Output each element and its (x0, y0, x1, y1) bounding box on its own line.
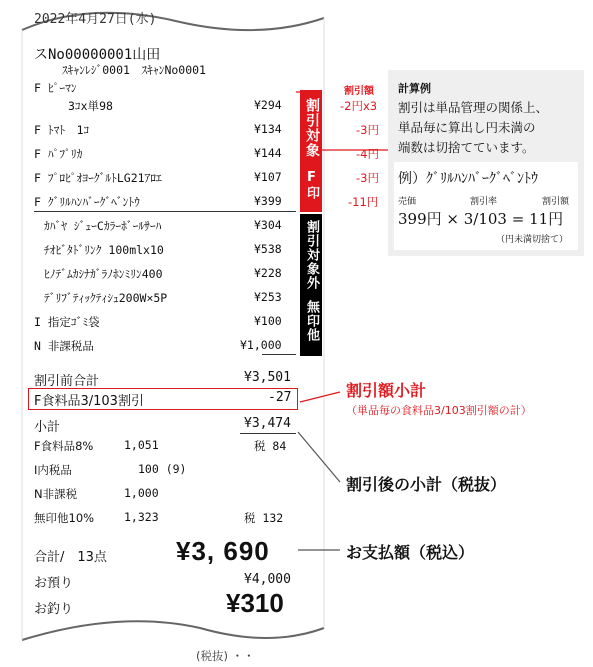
tax-row-amount: 100 (9) (138, 462, 187, 476)
discount-amount: -2円x3 (340, 99, 378, 113)
tax-row-label: N非課税 (34, 487, 78, 501)
discount-value: -27 (268, 390, 292, 405)
item-price: ¥134 (254, 122, 282, 136)
non-discount-label: 割引対象外 (304, 220, 319, 290)
discount-target-label: 割引対象 (304, 98, 320, 158)
change-label: お釣り (34, 602, 74, 617)
item-price: ¥107 (254, 170, 282, 184)
calc-text: 割引は単品管理の関係上、 (398, 100, 549, 115)
item-name: F ﾋﾟｰﾏﾝ (34, 81, 77, 95)
calc-example-label: 例）ｸﾞﾘﾙﾊﾝﾊﾞｰｸﾞﾍﾞﾝﾄｳ (398, 171, 538, 187)
total-value: ¥3, 690 (176, 536, 270, 566)
item-name: F ﾌﾟﾛﾋﾟｵﾖｰｸﾞﾙﾄLG21ｱﾛｴ (34, 171, 162, 185)
total-label: 合計/ 13点 (34, 550, 107, 565)
item-name: F ﾊﾟﾌﾟﾘｶ (34, 147, 83, 161)
divider (240, 433, 296, 434)
divider (262, 354, 296, 355)
change-value: ¥310 (226, 588, 284, 618)
discount-target-sub: F印 (304, 170, 319, 200)
discount-column-header: 割引額 (344, 86, 374, 97)
register-info: ｽｷｬﾝﾚｼﾞ0001 ｽｷｬﾝNo0001 (62, 63, 206, 77)
item-name: ﾃﾞﾘﾌﾞﾃｨｯｸﾃｨｼｭ200W×5P (44, 291, 168, 305)
item-name: N 非課税品 (34, 339, 94, 353)
item-price: ¥253 (254, 290, 282, 304)
item-name: 3ｺx単98 (68, 99, 113, 113)
calc-col-price: 売価 (398, 197, 417, 207)
annotation-discount-subtotal-sub: （単品毎の食料品3/103割引額の計） (346, 404, 532, 417)
non-discount-box (300, 214, 322, 356)
item-price: ¥538 (254, 242, 282, 256)
calc-note: （円未満切捨て） (496, 235, 569, 245)
annotation-after-discount: 割引後の小計（税抜） (346, 475, 507, 494)
annotation-payment: お支払額（税込） (346, 543, 475, 562)
item-name: ﾋﾉﾃﾞﾑｶｼﾅｶﾞﾗﾉﾎﾝﾐﾘﾝ400 (44, 267, 163, 281)
calc-text: 端数は切捨てています。 (398, 140, 535, 155)
discount-amount: -4円 (356, 147, 379, 161)
item-name: I 指定ｺﾞﾐ袋 (34, 315, 100, 329)
tax-row-amount: 1,323 (124, 510, 159, 524)
divider (34, 211, 296, 212)
calc-col-amount: 割引額 (542, 197, 570, 207)
discount-label: F食料品3/103割引 (34, 394, 144, 409)
item-price: ¥294 (254, 98, 282, 112)
tax-row-amount: 1,000 (124, 486, 159, 500)
non-discount-sub: 無印他 (304, 300, 319, 342)
pre-total-label: 割引前合計 (34, 374, 100, 389)
subtotal-value: ¥3,474 (244, 416, 291, 431)
tax-row-tax: 税 132 (244, 511, 284, 525)
customer-number: スNo00000001山田 (34, 47, 161, 63)
calc-text: 単品毎に算出し円未満の (398, 120, 536, 135)
tax-row-label: I内税品 (34, 463, 72, 477)
discount-amount: -3円 (356, 171, 379, 185)
item-price: ¥399 (254, 194, 282, 208)
tax-row-label: 無印他10% (34, 511, 95, 525)
item-name: ﾁｵﾋﾞﾀﾄﾞﾘﾝｸ 100mlx10 (44, 243, 164, 257)
receipt-date: 2022年4月27日(水) (34, 12, 157, 27)
item-name: F ｸﾞﾘﾙﾊﾝﾊﾞｰｸﾞﾍﾞﾝﾄｳ (34, 195, 140, 209)
discount-amount: -11円 (348, 195, 379, 209)
item-price: ¥228 (254, 266, 282, 280)
calc-title: 計算例 (398, 82, 431, 95)
calc-formula: 399円 × 3/103 = 11円 (398, 210, 564, 228)
calc-col-rate: 割引率 (470, 197, 498, 207)
calc-example-panel (388, 70, 584, 256)
item-name: F ﾄﾏﾄ 1ｺ (34, 123, 90, 137)
item-price: ¥144 (254, 146, 282, 160)
subtotal-label: 小計 (34, 420, 61, 435)
annotation-discount-subtotal: 割引額小計 (346, 381, 427, 400)
paid-label: お預り (34, 576, 74, 591)
pre-total-value: ¥3,501 (244, 370, 291, 385)
discount-target-box (300, 90, 322, 212)
tax-row-amount: 1,051 (124, 438, 159, 452)
receipt-bottom-text: (税抜) ・・ (196, 649, 255, 663)
item-price: ¥304 (254, 218, 282, 232)
tax-row-tax: 税 84 (254, 439, 287, 453)
item-price: ¥1,000 (240, 338, 282, 352)
paid-value: ¥4,000 (244, 572, 291, 587)
item-price: ¥100 (254, 314, 282, 328)
item-name: ｶﾊﾞﾔ ｼﾞｭｰCｶﾗｰﾎﾞｰﾙｻｰﾊ (44, 219, 162, 233)
discount-amount: -3円 (356, 123, 379, 137)
tax-row-label: F食料品8% (34, 439, 94, 453)
